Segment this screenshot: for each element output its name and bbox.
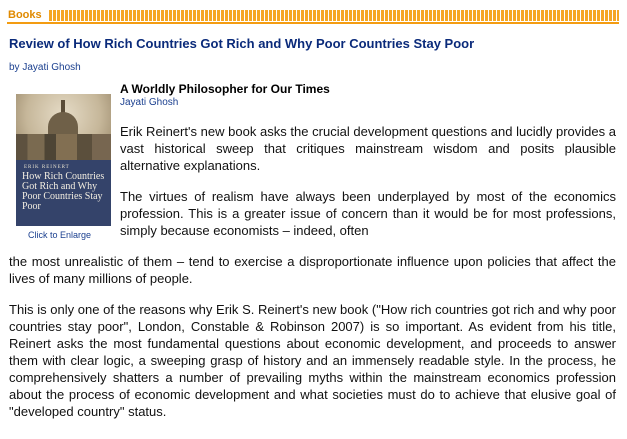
click-to-enlarge-link[interactable]: Click to Enlarge: [28, 230, 92, 240]
article-sub-byline[interactable]: Jayati Ghosh: [120, 97, 179, 108]
paragraph-3: This is only one of the reasons why Erik S. Reinert's new book ("How rich countries got rich and why poor countries stay poor", London, Constable & Robinson 2007) is so important. As evident from his title, Reinert asks the most fundamental questions about economic development, and proceeds to answer them with clear logic, a sweeping grasp of history and an immensely readable style. In the process, he comprehensively shatters a number of prevailing myths within the mainstream economics profession about the process of economic development and what societies must do to achieve that elusive goal of "developed country" status.: [9, 302, 616, 419]
section-label: Books: [8, 9, 42, 21]
article-byline: by Jayati Ghosh: [9, 62, 81, 73]
cover-title: How Rich Countries Got Rich and Why Poor Countries Stay Poor: [22, 171, 105, 212]
cover-author: ERIK REINERT: [24, 165, 70, 170]
book-cover-image[interactable]: [16, 94, 111, 226]
article-subtitle: A Worldly Philosopher for Our Times: [120, 82, 330, 96]
paragraph-1: Erik Reinert's new book asks the crucial development questions and lucidly provides a vast historical sweep that critiques mainstream wisdom and posits plausible alternative explanations.: [120, 124, 616, 173]
article-headline: Review of How Rich Countries Got Rich and Why Poor Countries Stay Poor: [9, 36, 475, 51]
section-divider: [49, 10, 619, 21]
paragraph-2: The virtues of realism have always been underplayed by most of the economics profession. This is a greater issue of concern than it would be for most professions, simply because economists – indeed, often: [120, 189, 616, 238]
paragraph-2-continued: the most unrealistic of them – tend to exercise a disproportionate influence upon policies that affect the lives of many millions of people.: [9, 254, 616, 286]
section-header: [7, 9, 619, 24]
